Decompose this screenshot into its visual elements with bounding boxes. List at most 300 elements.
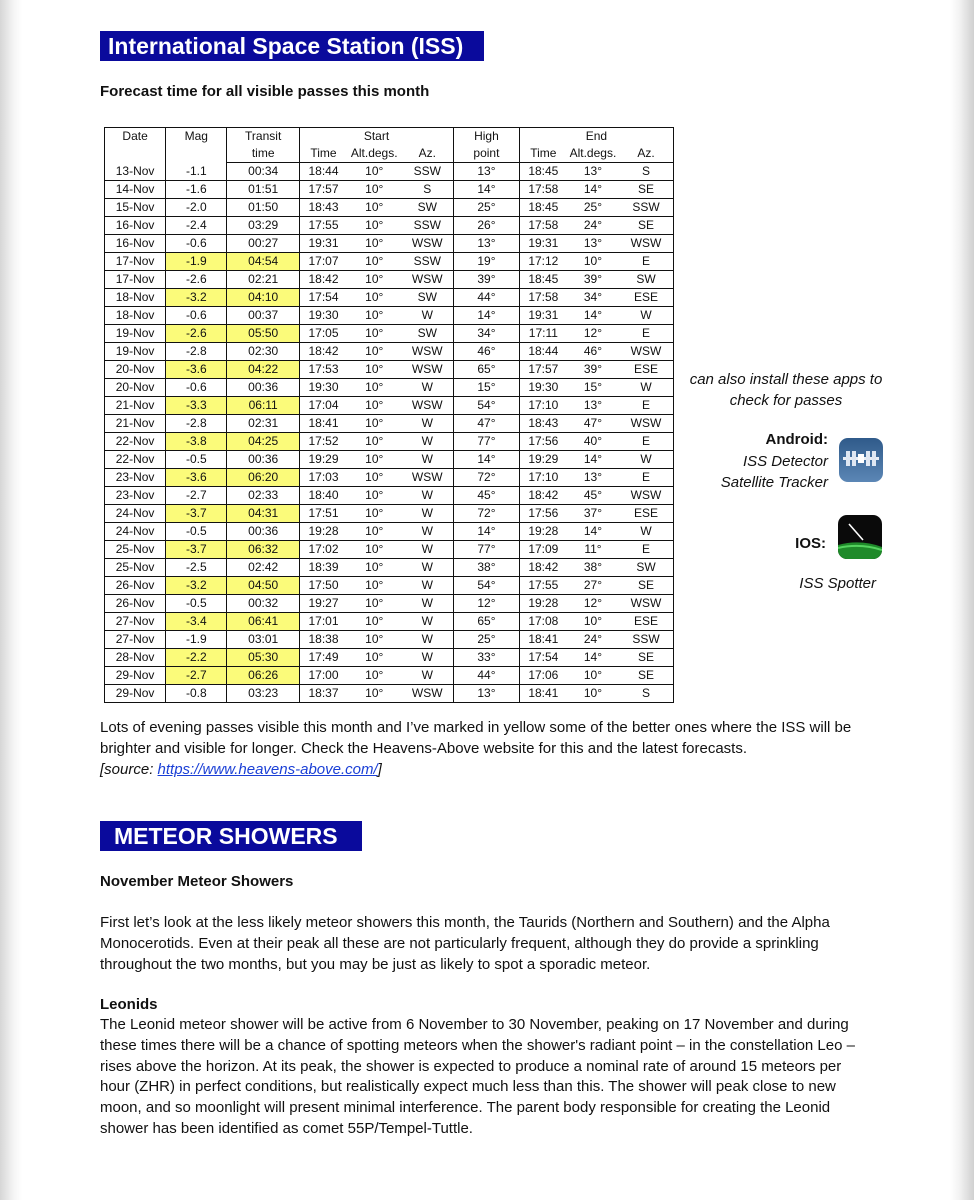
col-header-mag: Mag (166, 128, 227, 163)
row-mag: -2.7 (166, 667, 227, 685)
table-row (105, 253, 674, 271)
row-start-time: 18:44 (299, 163, 347, 181)
row-start-az: SSW (401, 217, 453, 235)
row-high: 13° (454, 685, 520, 703)
row-end-az: SSW (619, 199, 673, 217)
row-end-alt: 40° (567, 433, 619, 451)
row-transit: 00:32 (227, 595, 300, 613)
row-end-az: W (619, 379, 673, 397)
row-high: 34° (454, 325, 520, 343)
row-end-az: E (619, 469, 673, 487)
row-end-alt: 14° (567, 181, 619, 199)
row-start-az: W (401, 523, 453, 541)
row-end-az: ESE (619, 289, 673, 307)
table-row (105, 469, 674, 487)
row-transit: 01:51 (227, 181, 300, 199)
row-high: 38° (454, 559, 520, 577)
row-mag: -3.4 (166, 613, 227, 631)
row-end-time: 17:09 (519, 541, 567, 559)
row-start-az: W (401, 433, 453, 451)
row-end-time: 18:41 (519, 685, 567, 703)
row-end-time: 17:08 (519, 613, 567, 631)
row-start-time: 17:52 (299, 433, 347, 451)
row-start-alt: 10° (347, 199, 401, 217)
row-end-time: 19:29 (519, 451, 567, 469)
table-row (105, 649, 674, 667)
row-end-az: W (619, 307, 673, 325)
row-mag: -1.1 (166, 163, 227, 181)
iss-source (100, 761, 382, 778)
row-start-az: WSW (401, 397, 453, 415)
row-start-alt: 10° (347, 469, 401, 487)
row-end-alt: 14° (567, 523, 619, 541)
row-date: 25-Nov (105, 559, 166, 577)
row-start-alt: 10° (347, 433, 401, 451)
row-start-time: 18:43 (299, 199, 347, 217)
android-app-iss-detector: ISS Detector (742, 453, 828, 470)
row-end-alt: 10° (567, 613, 619, 631)
col-header-end: End (519, 128, 673, 146)
row-end-alt: 14° (567, 649, 619, 667)
row-start-az: WSW (401, 361, 453, 379)
table-row (105, 289, 674, 307)
row-end-az: E (619, 433, 673, 451)
row-transit: 04:50 (227, 577, 300, 595)
table-row (105, 559, 674, 577)
row-end-alt: 11° (567, 541, 619, 559)
row-end-alt: 34° (567, 289, 619, 307)
row-end-az: S (619, 685, 673, 703)
apps-note: can also install these apps to check for passes (689, 371, 883, 409)
row-start-alt: 10° (347, 397, 401, 415)
row-start-alt: 10° (347, 577, 401, 595)
row-start-az: S (401, 181, 453, 199)
row-start-alt: 10° (347, 343, 401, 361)
row-mag: -3.2 (166, 577, 227, 595)
row-end-az: S (619, 163, 673, 181)
row-start-time: 18:42 (299, 343, 347, 361)
table-row (105, 487, 674, 505)
row-start-time: 19:30 (299, 379, 347, 397)
row-mag: -1.9 (166, 631, 227, 649)
row-end-time: 17:06 (519, 667, 567, 685)
row-end-az: WSW (619, 415, 673, 433)
row-mag: -2.5 (166, 559, 227, 577)
row-end-az: SW (619, 271, 673, 289)
row-end-az: E (619, 253, 673, 271)
row-end-az: ESE (619, 613, 673, 631)
row-end-alt: 47° (567, 415, 619, 433)
table-row (105, 361, 674, 379)
row-start-az: W (401, 307, 453, 325)
row-end-time: 17:58 (519, 181, 567, 199)
row-start-az: W (401, 505, 453, 523)
row-high: 65° (454, 613, 520, 631)
row-date: 20-Nov (105, 379, 166, 397)
row-end-az: SW (619, 559, 673, 577)
iss-detector-app-icon (839, 438, 883, 482)
row-start-alt: 10° (347, 307, 401, 325)
row-start-time: 17:02 (299, 541, 347, 559)
row-end-time: 18:45 (519, 163, 567, 181)
row-end-az: E (619, 325, 673, 343)
row-high: 19° (454, 253, 520, 271)
row-mag: -0.8 (166, 685, 227, 703)
row-start-time: 18:42 (299, 271, 347, 289)
row-high: 45° (454, 487, 520, 505)
iss-pass-table (104, 127, 674, 703)
row-end-time: 19:30 (519, 379, 567, 397)
col-header-transit: Transit (227, 128, 300, 146)
table-row (105, 397, 674, 415)
leonids-title: Leonids (100, 996, 158, 1013)
row-transit: 02:33 (227, 487, 300, 505)
row-date: 21-Nov (105, 415, 166, 433)
page-shadow-right (950, 0, 974, 1200)
row-start-az: W (401, 379, 453, 397)
row-end-az: E (619, 541, 673, 559)
row-end-time: 19:31 (519, 235, 567, 253)
row-transit: 06:11 (227, 397, 300, 415)
row-end-time: 18:42 (519, 559, 567, 577)
row-mag: -2.4 (166, 217, 227, 235)
row-transit: 04:31 (227, 505, 300, 523)
row-start-alt: 10° (347, 181, 401, 199)
row-start-az: SSW (401, 253, 453, 271)
row-start-az: W (401, 667, 453, 685)
row-high: 25° (454, 631, 520, 649)
row-end-time: 17:12 (519, 253, 567, 271)
row-transit: 05:30 (227, 649, 300, 667)
row-mag: -3.8 (166, 433, 227, 451)
row-start-alt: 10° (347, 217, 401, 235)
row-end-alt: 13° (567, 469, 619, 487)
iss-table-body (105, 163, 674, 703)
row-mag: -3.6 (166, 469, 227, 487)
col-header-transit-time: time (227, 145, 300, 163)
row-transit: 04:22 (227, 361, 300, 379)
table-row (105, 217, 674, 235)
row-transit: 01:50 (227, 199, 300, 217)
row-end-alt: 24° (567, 631, 619, 649)
col-header-start-az: Az. (401, 145, 453, 163)
row-start-time: 17:07 (299, 253, 347, 271)
row-end-az: WSW (619, 235, 673, 253)
iss-subheading: Forecast time for all visible passes this month (100, 83, 430, 100)
row-transit: 04:54 (227, 253, 300, 271)
row-start-alt: 10° (347, 595, 401, 613)
row-start-time: 17:51 (299, 505, 347, 523)
row-end-alt: 45° (567, 487, 619, 505)
row-date: 28-Nov (105, 649, 166, 667)
row-start-az: WSW (401, 235, 453, 253)
row-end-time: 17:11 (519, 325, 567, 343)
row-end-az: ESE (619, 505, 673, 523)
row-start-az: WSW (401, 271, 453, 289)
table-row (105, 595, 674, 613)
row-transit: 03:23 (227, 685, 300, 703)
ios-app-iss-spotter: ISS Spotter (799, 575, 876, 592)
row-start-alt: 10° (347, 163, 401, 181)
table-row (105, 667, 674, 685)
row-end-alt: 10° (567, 685, 619, 703)
row-start-az: SW (401, 325, 453, 343)
row-end-alt: 25° (567, 199, 619, 217)
row-end-alt: 14° (567, 451, 619, 469)
row-end-time: 19:28 (519, 523, 567, 541)
col-header-end-alt: Alt.degs. (567, 145, 619, 163)
row-start-time: 17:01 (299, 613, 347, 631)
row-date: 19-Nov (105, 343, 166, 361)
row-mag: -0.5 (166, 595, 227, 613)
row-mag: -0.6 (166, 307, 227, 325)
row-date: 23-Nov (105, 487, 166, 505)
row-mag: -2.8 (166, 415, 227, 433)
row-transit: 02:21 (227, 271, 300, 289)
row-start-alt: 10° (347, 289, 401, 307)
row-transit: 04:25 (227, 433, 300, 451)
row-transit: 02:31 (227, 415, 300, 433)
row-high: 44° (454, 289, 520, 307)
row-transit: 00:34 (227, 163, 300, 181)
row-high: 14° (454, 523, 520, 541)
row-start-time: 17:04 (299, 397, 347, 415)
row-date: 27-Nov (105, 631, 166, 649)
row-start-time: 18:39 (299, 559, 347, 577)
row-mag: -3.2 (166, 289, 227, 307)
row-end-alt: 39° (567, 361, 619, 379)
table-row (105, 271, 674, 289)
row-start-time: 18:37 (299, 685, 347, 703)
row-date: 25-Nov (105, 541, 166, 559)
table-row (105, 505, 674, 523)
row-start-alt: 10° (347, 523, 401, 541)
meteor-subheading: November Meteor Showers (100, 873, 294, 890)
row-high: 72° (454, 505, 520, 523)
row-end-az: WSW (619, 595, 673, 613)
row-date: 27-Nov (105, 613, 166, 631)
row-transit: 06:26 (227, 667, 300, 685)
table-row (105, 415, 674, 433)
row-end-time: 17:56 (519, 433, 567, 451)
row-end-alt: 37° (567, 505, 619, 523)
row-end-alt: 13° (567, 235, 619, 253)
row-end-alt: 10° (567, 667, 619, 685)
row-transit: 02:42 (227, 559, 300, 577)
leonids-text: The Leonid meteor shower will be active from 6 November to 30 November, peaking on 17 November and during these times there will be a chance of spotting meteors when the shower's radiant point – in the constellation Leo – rises above the horizon. At its peak, the shower is expected to produce a nominal rate of around 15 meteors per hour (ZHR) in perfect conditions, but realistically expect much less than this. The shower will peak close to new moon, and so moonlight will present minimal interference. The parent body responsible for creating the Leonid shower has been identified as comet 55P/Tempel-Tuttle. (100, 1016, 855, 1137)
row-mag: -3.3 (166, 397, 227, 415)
row-end-time: 17:58 (519, 289, 567, 307)
row-date: 15-Nov (105, 199, 166, 217)
row-start-az: W (401, 415, 453, 433)
row-start-alt: 10° (347, 325, 401, 343)
row-start-time: 18:41 (299, 415, 347, 433)
row-transit: 02:30 (227, 343, 300, 361)
row-start-az: WSW (401, 469, 453, 487)
row-mag: -3.7 (166, 505, 227, 523)
row-start-time: 19:28 (299, 523, 347, 541)
iss-note (100, 718, 870, 780)
row-start-time: 17:05 (299, 325, 347, 343)
row-start-az: W (401, 595, 453, 613)
row-end-alt: 13° (567, 163, 619, 181)
iss-spotter-app-icon (838, 515, 882, 559)
row-end-az: WSW (619, 343, 673, 361)
row-start-alt: 10° (347, 613, 401, 631)
row-mag: -2.8 (166, 343, 227, 361)
meteor-intro: First let’s look at the less likely meteor showers this month, the Taurids (Northern and Southern) and the Alpha Monocerotids. Even at their peak all these are not particularly frequent, although they do provide a sprinkling throughout the two months, but you may be just as likely to spot a sporadic meteor. (100, 914, 830, 973)
row-start-alt: 10° (347, 541, 401, 559)
row-start-alt: 10° (347, 253, 401, 271)
table-row (105, 541, 674, 559)
row-transit: 00:27 (227, 235, 300, 253)
col-header-end-time: Time (519, 145, 567, 163)
row-date: 20-Nov (105, 361, 166, 379)
row-date: 23-Nov (105, 469, 166, 487)
row-high: 46° (454, 343, 520, 361)
row-start-az: W (401, 559, 453, 577)
row-end-time: 18:41 (519, 631, 567, 649)
table-row (105, 343, 674, 361)
row-date: 29-Nov (105, 667, 166, 685)
row-start-az: W (401, 487, 453, 505)
table-row (105, 433, 674, 451)
row-start-time: 17:50 (299, 577, 347, 595)
row-transit: 00:37 (227, 307, 300, 325)
row-transit: 04:10 (227, 289, 300, 307)
row-date: 13-Nov (105, 163, 166, 181)
iss-heading: International Space Station (ISS) (100, 31, 484, 61)
row-high: 12° (454, 595, 520, 613)
row-end-alt: 10° (567, 253, 619, 271)
col-header-start-time: Time (299, 145, 347, 163)
android-apps (700, 451, 828, 493)
row-start-time: 19:30 (299, 307, 347, 325)
row-end-time: 17:57 (519, 361, 567, 379)
row-high: 26° (454, 217, 520, 235)
row-mag: -0.6 (166, 379, 227, 397)
row-transit: 03:01 (227, 631, 300, 649)
row-mag: -1.9 (166, 253, 227, 271)
row-end-alt: 14° (567, 307, 619, 325)
row-end-alt: 46° (567, 343, 619, 361)
row-start-az: SSW (401, 163, 453, 181)
row-high: 14° (454, 181, 520, 199)
row-end-alt: 39° (567, 271, 619, 289)
row-start-az: W (401, 613, 453, 631)
row-end-alt: 13° (567, 397, 619, 415)
row-mag: -3.6 (166, 361, 227, 379)
row-mag: -0.5 (166, 451, 227, 469)
row-date: 29-Nov (105, 685, 166, 703)
row-date: 21-Nov (105, 397, 166, 415)
table-row (105, 199, 674, 217)
heavens-above-link[interactable]: https://www.heavens-above.com/ (157, 760, 378, 778)
row-end-time: 17:55 (519, 577, 567, 595)
row-date: 18-Nov (105, 307, 166, 325)
row-start-alt: 10° (347, 271, 401, 289)
row-start-az: SW (401, 199, 453, 217)
row-start-az: WSW (401, 343, 453, 361)
row-start-time: 17:00 (299, 667, 347, 685)
row-start-alt: 10° (347, 415, 401, 433)
row-end-az: ESE (619, 361, 673, 379)
row-high: 77° (454, 541, 520, 559)
row-end-az: W (619, 451, 673, 469)
table-row (105, 163, 674, 181)
row-transit: 00:36 (227, 523, 300, 541)
row-mag: -2.6 (166, 271, 227, 289)
row-date: 26-Nov (105, 577, 166, 595)
row-start-alt: 10° (347, 361, 401, 379)
row-end-time: 17:54 (519, 649, 567, 667)
row-end-az: SE (619, 181, 673, 199)
table-row (105, 325, 674, 343)
row-date: 17-Nov (105, 253, 166, 271)
row-start-alt: 10° (347, 379, 401, 397)
row-end-time: 18:43 (519, 415, 567, 433)
row-start-alt: 10° (347, 631, 401, 649)
row-end-time: 18:45 (519, 271, 567, 289)
row-high: 54° (454, 577, 520, 595)
row-transit: 06:41 (227, 613, 300, 631)
row-start-az: WSW (401, 685, 453, 703)
row-high: 65° (454, 361, 520, 379)
table-row (105, 379, 674, 397)
row-start-time: 19:31 (299, 235, 347, 253)
row-date: 17-Nov (105, 271, 166, 289)
row-end-alt: 24° (567, 217, 619, 235)
row-start-time: 17:49 (299, 649, 347, 667)
row-date: 24-Nov (105, 523, 166, 541)
table-row (105, 451, 674, 469)
row-end-az: E (619, 397, 673, 415)
meteor-heading: METEOR SHOWERS (100, 821, 362, 851)
row-end-alt: 12° (567, 595, 619, 613)
row-end-alt: 12° (567, 325, 619, 343)
row-end-time: 19:31 (519, 307, 567, 325)
table-row (105, 235, 674, 253)
row-start-alt: 10° (347, 667, 401, 685)
col-header-date: Date (105, 128, 166, 163)
row-date: 16-Nov (105, 235, 166, 253)
table-row (105, 307, 674, 325)
row-end-az: SE (619, 667, 673, 685)
row-start-alt: 10° (347, 451, 401, 469)
row-start-time: 18:38 (299, 631, 347, 649)
row-high: 77° (454, 433, 520, 451)
table-row (105, 631, 674, 649)
row-start-az: W (401, 631, 453, 649)
col-header-start: Start (299, 128, 453, 146)
row-high: 72° (454, 469, 520, 487)
row-mag: -3.7 (166, 541, 227, 559)
table-row (105, 685, 674, 703)
row-start-alt: 10° (347, 235, 401, 253)
row-high: 25° (454, 199, 520, 217)
ios-label: IOS: (795, 535, 826, 552)
row-high: 14° (454, 307, 520, 325)
row-end-time: 17:56 (519, 505, 567, 523)
row-high: 54° (454, 397, 520, 415)
row-end-alt: 27° (567, 577, 619, 595)
row-mag: -2.6 (166, 325, 227, 343)
row-end-az: SE (619, 217, 673, 235)
row-end-time: 19:28 (519, 595, 567, 613)
row-start-time: 19:27 (299, 595, 347, 613)
row-mag: -0.5 (166, 523, 227, 541)
row-transit: 00:36 (227, 379, 300, 397)
